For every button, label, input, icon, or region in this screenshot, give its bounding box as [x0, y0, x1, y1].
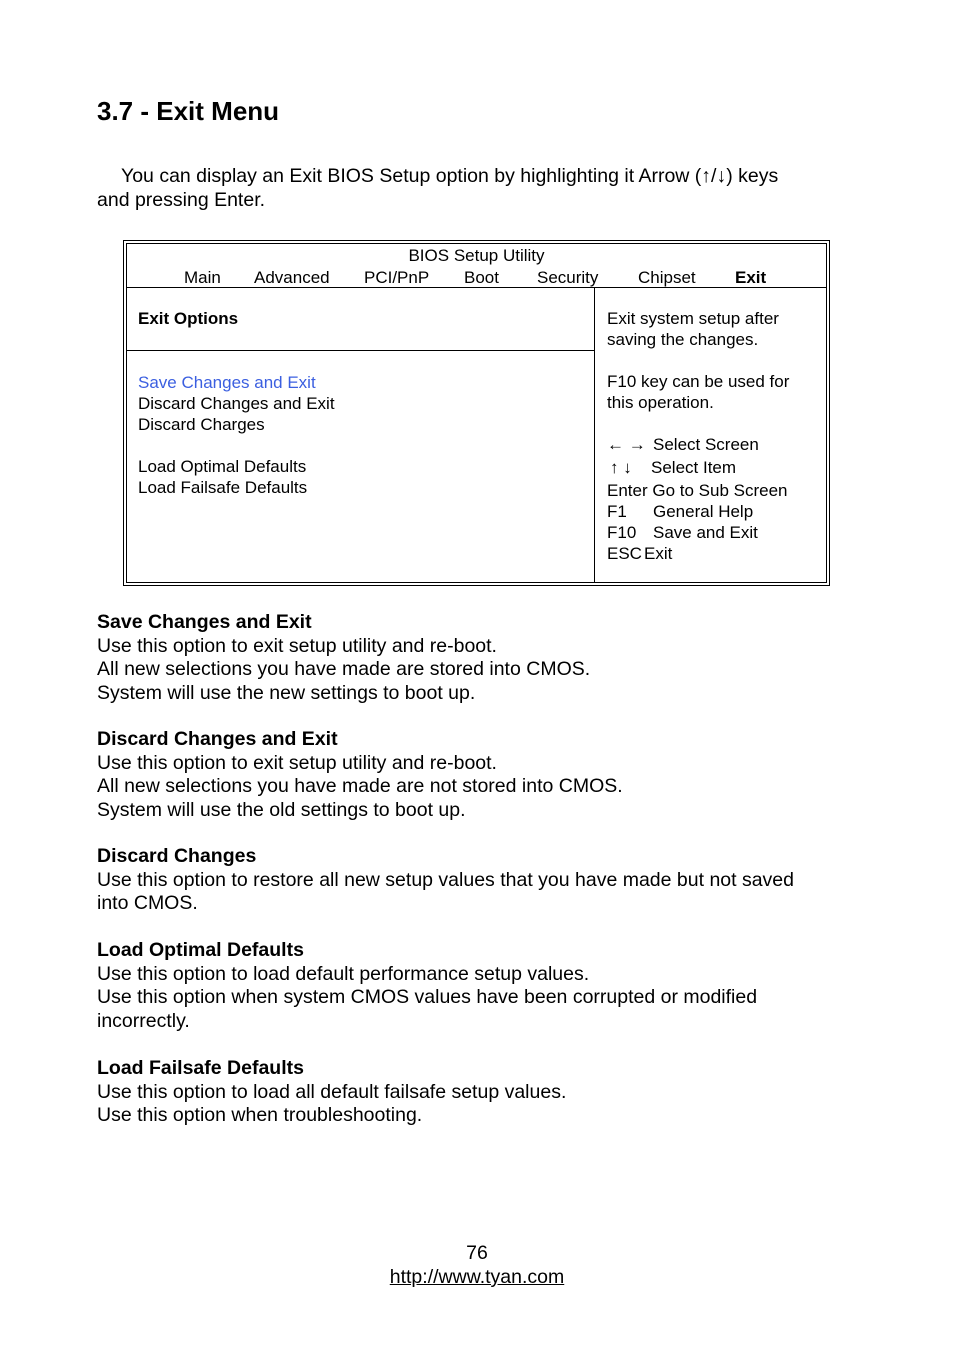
- section-line: Use this option to load all default failsafe setup values.: [97, 1080, 567, 1103]
- left-right-arrows-icon: ← →: [607, 435, 646, 454]
- bios-screen: [123, 240, 830, 586]
- section-line: Use this option when system CMOS values have been corrupted or modified: [97, 986, 758, 1008]
- help-text: F10 key can be used for: [607, 372, 790, 391]
- option-load-optimal-defaults[interactable]: Load Optimal Defaults: [138, 457, 307, 476]
- exit-options-heading: Exit Options: [138, 309, 239, 328]
- menu-tab-boot[interactable]: Boot: [464, 268, 499, 287]
- page-title: 3.7 - Exit Menu: [97, 96, 280, 126]
- divider: [127, 287, 826, 288]
- section-title: Load Optimal Defaults: [97, 939, 304, 961]
- section-load-failsafe-defaults: [97, 1057, 842, 1128]
- menu-tab-exit[interactable]: Exit: [735, 268, 767, 287]
- section-title: Discard Changes and Exit: [97, 728, 338, 750]
- help-text: saving the changes.: [607, 330, 759, 349]
- help-text: Exit system setup after: [607, 309, 779, 328]
- menu-tab-advanced[interactable]: Advanced: [254, 268, 330, 287]
- key-action: Exit: [644, 544, 673, 563]
- section-line: Use this option when troubleshooting.: [97, 1104, 423, 1126]
- key-hint-general-help: [607, 501, 753, 522]
- footer-link-wrapper: [0, 1266, 954, 1290]
- option-discard-changes[interactable]: Discard Charges: [138, 415, 265, 434]
- up-down-arrows-icon: ↑ ↓: [610, 458, 632, 477]
- page-number: 76: [466, 1242, 488, 1264]
- section-line: into CMOS.: [97, 892, 198, 914]
- intro-line: and pressing Enter.: [97, 188, 266, 211]
- key-action: Select Item: [651, 458, 737, 477]
- intro-paragraph: [97, 165, 837, 212]
- key-hint-save-exit: [607, 522, 758, 543]
- section-title: Load Failsafe Defaults: [97, 1057, 304, 1079]
- section-line: All new selections you have made are not stored into CMOS.: [97, 775, 623, 797]
- key-hint-select-screen: [607, 434, 759, 455]
- key-action: Go to Sub Screen: [652, 481, 788, 500]
- option-save-changes-and-exit[interactable]: Save Changes and Exit: [138, 373, 316, 392]
- help-text: this operation.: [607, 393, 714, 412]
- key-action: General Help: [653, 502, 754, 521]
- section-save-changes-and-exit: [97, 611, 842, 705]
- key-hint-exit: [607, 543, 672, 564]
- section-line: All new selections you have made are stored into CMOS.: [97, 658, 591, 680]
- key-hint-select-item: [607, 457, 736, 478]
- divider: [594, 287, 595, 582]
- website-link[interactable]: http://www.tyan.com: [389, 1266, 565, 1288]
- key-label: ESC: [607, 544, 642, 563]
- section-load-optimal-defaults: [97, 939, 842, 1033]
- section-discard-changes: [97, 845, 842, 916]
- key-label: F10: [607, 523, 637, 542]
- bios-title: BIOS Setup Utility: [408, 246, 545, 265]
- bios-frame: [126, 243, 827, 583]
- option-discard-changes-and-exit[interactable]: Discard Changes and Exit: [138, 394, 335, 413]
- key-action: Save and Exit: [653, 523, 758, 542]
- key-hint-sub-screen: [607, 480, 788, 501]
- section-line: Use this option to restore all new setup values that you have made but not saved: [97, 868, 795, 891]
- section-line: Use this option to exit setup utility and re-boot.: [97, 751, 497, 774]
- bios-menu-bar: [127, 267, 826, 289]
- section-line: Use this option to exit setup utility and re-boot.: [97, 634, 497, 657]
- section-line: System will use the new settings to boot up.: [97, 681, 476, 704]
- section-title: Save Changes and Exit: [97, 611, 312, 633]
- key-action: Select Screen: [653, 435, 759, 454]
- option-load-failsafe-defaults[interactable]: Load Failsafe Defaults: [138, 478, 308, 497]
- intro-line: You can display an Exit BIOS Setup option by highlighting it Arrow (↑/↓) keys: [121, 165, 779, 187]
- section-title: Discard Changes: [97, 845, 257, 867]
- menu-tab-chipset[interactable]: Chipset: [638, 268, 696, 287]
- section-discard-changes-and-exit: [97, 728, 842, 822]
- menu-tab-main[interactable]: Main: [184, 268, 221, 287]
- menu-tab-pcipnp[interactable]: PCI/PnP: [364, 268, 430, 287]
- section-line: System will use the old settings to boot up.: [97, 798, 466, 821]
- section-line: Use this option to load default performance setup values.: [97, 962, 590, 985]
- key-label: F1: [607, 502, 627, 521]
- menu-tab-security[interactable]: Security: [537, 268, 599, 287]
- divider: [127, 350, 594, 351]
- section-line: incorrectly.: [97, 1009, 190, 1032]
- key-label: Enter: [607, 481, 648, 500]
